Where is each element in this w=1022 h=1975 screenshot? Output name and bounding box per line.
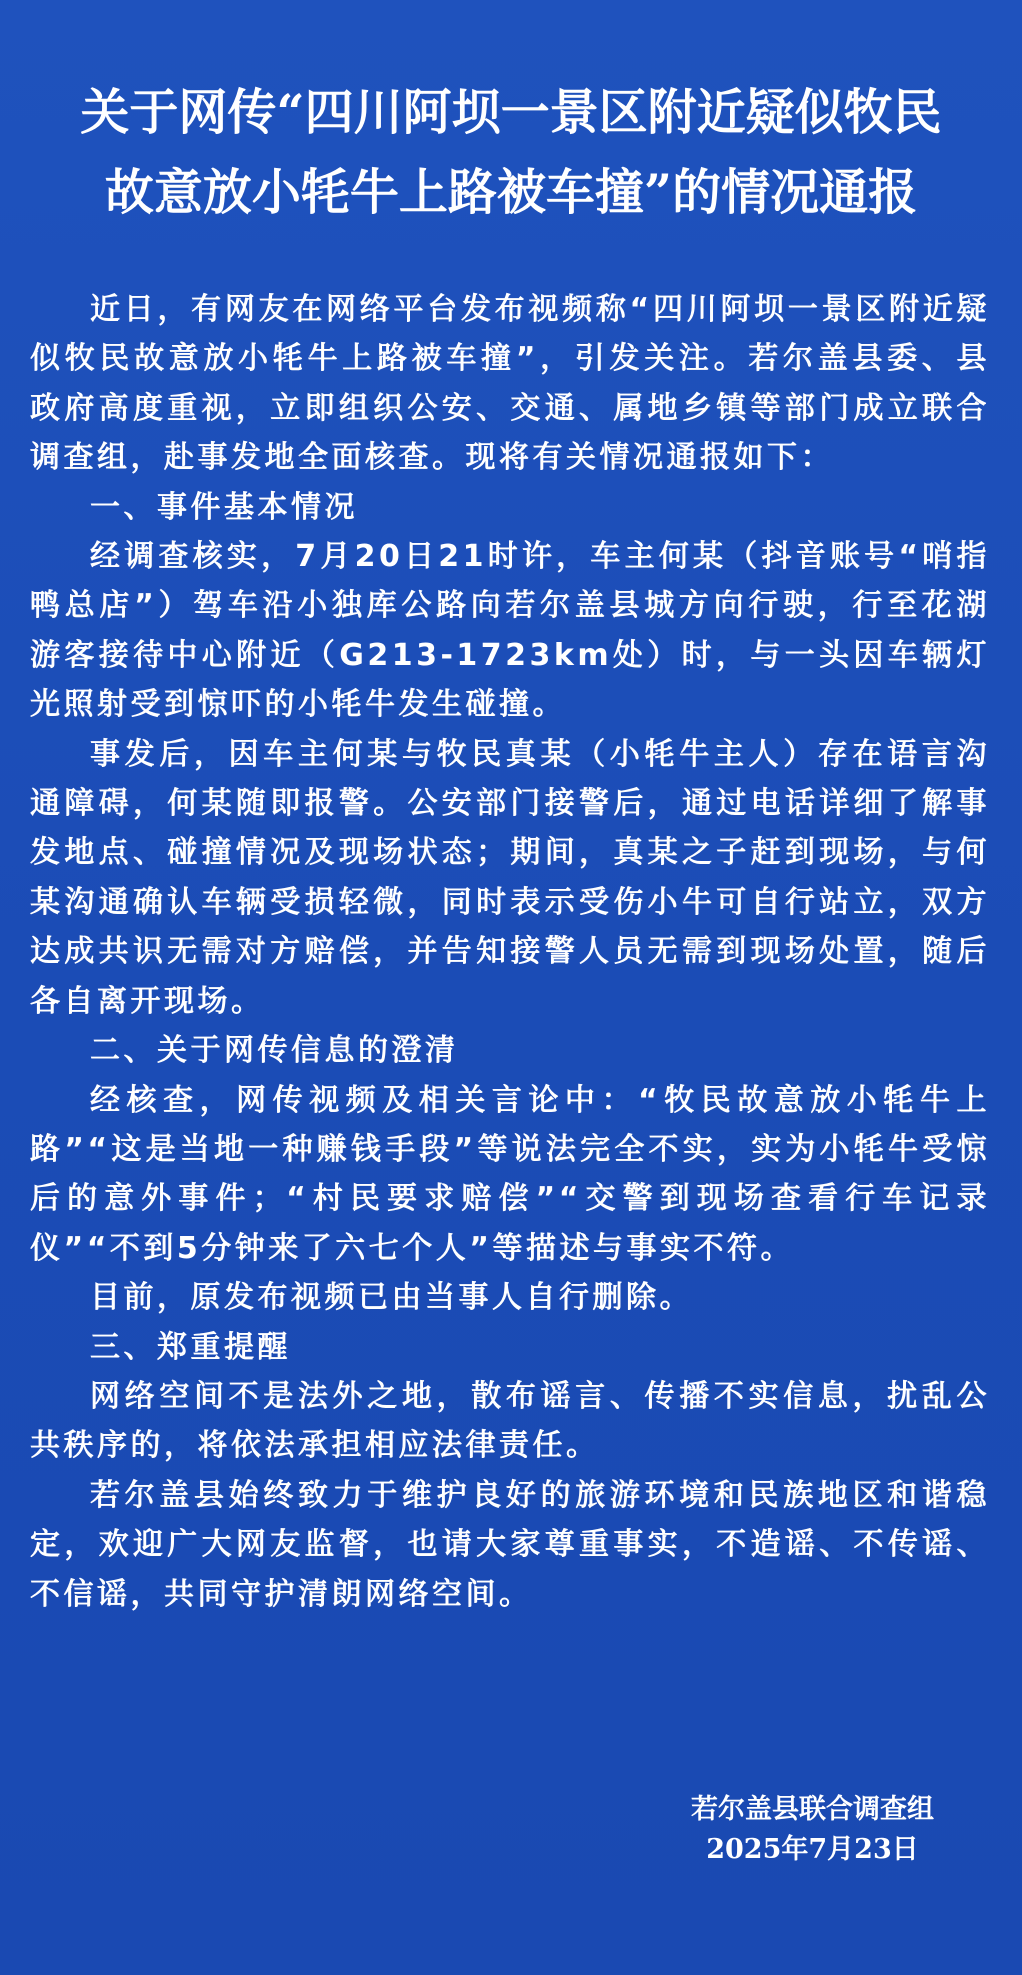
paragraph-closing: 若尔盖县始终致力于维护良好的旅游环境和民族地区和谐稳定，欢迎广大网友监督，也请大家尊重事实，不造谣、不传谣、不信谣，共同守护清朗网络空间。 <box>30 1477 990 1612</box>
notice-title <box>0 72 1022 232</box>
issue-date: 2025年7月23日 <box>706 1834 919 1865</box>
paragraph-video-deleted: 目前，原发布视频已由当事人自行删除。 <box>90 1280 693 1316</box>
section-heading-2: 二、关于网传信息的澄清 <box>90 1033 459 1069</box>
title-line-2: 故意放小牦牛上路被车撞”的情况通报 <box>104 163 918 221</box>
title-line-1: 关于网传“四川阿坝一景区附近疑似牧民 <box>80 83 942 141</box>
section-heading-3: 三、郑重提醒 <box>90 1329 291 1365</box>
signature-block <box>691 1790 934 1870</box>
paragraph-clarification: 经核查，网传视频及相关言论中：“牧民故意放小牦牛上路”“这是当地一种赚钱手段”等说法完全不实，实为小牦牛受惊后的意外事件；“村民要求赔偿”“交警到现场查看行车记录仪”“不到5分钟来了六七个人”等描述与事实不符。 <box>30 1082 990 1266</box>
issuer-name: 若尔盖县联合调查组 <box>691 1794 934 1825</box>
paragraph-incident: 经调查核实，7月20日21时许，车主何某（抖音账号“哨指鸭总店”）驾车沿小独库公路向若尔盖县城方向行驶，行至花湖游客接待中心附近（G213-1723km处）时，与一头因车辆灯光照射受到惊吓的小牦牛发生碰撞。 <box>30 539 990 723</box>
paragraph-intro: 近日，有网友在网络平台发布视频称“四川阿坝一景区附近疑似牧民故意放小牦牛上路被车撞”，引发关注。若尔盖县委、县政府高度重视，立即组织公安、交通、属地乡镇等部门成立联合调查组，赴事发地全面核查。现将有关情况通报如下： <box>30 292 990 476</box>
notice-body <box>30 285 990 1619</box>
paragraph-aftermath: 事发后，因车主何某与牧民真某（小牦牛主人）存在语言沟通障碍，何某随即报警。公安部门接警后，通过电话详细了解事发地点、碰撞情况及现场状态；期间，真某之子赶到现场，与何某沟通确认车辆受损轻微，同时表示受伤小牛可自行站立，双方达成共识无需对方赔偿，并告知接警人员无需到现场处置，随后各自离开现场。 <box>30 736 990 1019</box>
paragraph-warning: 网络空间不是法外之地，散布谣言、传播不实信息，扰乱公共秩序的，将依法承担相应法律责任。 <box>30 1378 990 1464</box>
section-heading-1: 一、事件基本情况 <box>90 489 358 525</box>
